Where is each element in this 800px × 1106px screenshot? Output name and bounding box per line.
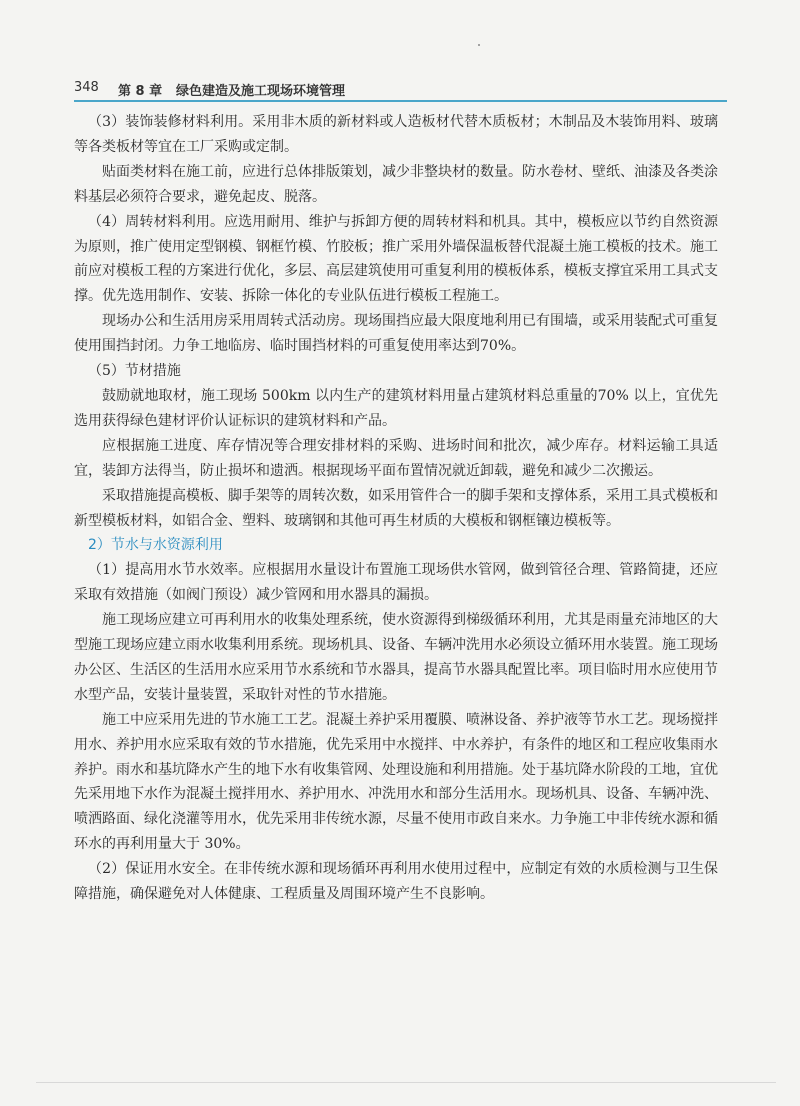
paragraph: （2）保证用水安全。在非传统水源和现场循环再利用水使用过程中，应制定有效的水质检测与卫生保障措施，确保避免对人体健康、工程质量及周围环境产生不良影响。	[74, 861, 718, 903]
running-header	[74, 78, 734, 100]
page-number: 348	[74, 80, 99, 95]
paragraph: 现场办公和生活用房采用周转式活动房。现场围挡应最大限度地利用已有围墙，或采用装配式可重复使用围挡封闭。力争工地临房、临时围挡材料的可重复使用率达到70%。	[74, 313, 718, 355]
paragraph: 贴面类材料在施工前，应进行总体排版策划，减少非整块材的数量。防水卷材、壁纸、油漆及各类涂料基层必须符合要求，避免起皮、脱落。	[74, 163, 718, 205]
chapter-label: 第 8 章	[118, 84, 163, 99]
scan-speck	[478, 44, 480, 46]
header-rule	[74, 100, 727, 102]
body-text	[74, 110, 718, 907]
paragraph: 应根据施工进度、库存情况等合理安排材料的采购、进场时间和批次，减少库存。材料运输工具适宜，装卸方法得当，防止损坏和遗洒。根据现场平面布置情况就近卸载，避免和减少二次搬运。	[74, 437, 718, 479]
paragraph: （1）提高用水节水效率。应根据用水量设计布置施工现场供水管网，做到管径合理、管路简捷，还应采取有效措施（如阀门预设）减少管网和用水器具的漏损。	[74, 562, 718, 604]
chapter-title: 绿色建造及施工现场环境管理	[176, 84, 346, 99]
paragraph: 施工中应采用先进的节水施工工艺。混凝土养护采用覆膜、喷淋设备、养护液等节水工艺。现场搅拌用水、养护用水应采取有效的节水措施，优先采用中水搅拌、中水养护，有条件的地区和工程应收集雨水养护。雨水和基坑降水产生的地下水有收集管网、处理设施和利用措施。处于基坑降水阶段的工地，宜优先采用地下水作为混凝土搅拌用水、养护用水、冲洗用水和部分生活用水。现场机具、设备、车辆冲洗、喷洒路面、绿化浇灌等用水，优先采用非传统水源，尽量不使用市政自来水。力争施工中非传统水源和循环水的再利用量大于 30%。	[74, 711, 718, 853]
paragraph: （3）装饰装修材料利用。采用非木质的新材料或人造板材代替木质板材；木制品及木装饰用料、玻璃等各类板材等宜在工厂采购或定制。	[74, 114, 718, 155]
paragraph: 鼓励就地取材，施工现场 500km 以内生产的建筑材料用量占建筑材料总重量的70% 以上，宜优先选用获得绿色建材评价认证标识的建筑材料和产品。	[74, 387, 718, 429]
paragraph: 施工现场应建立可再利用水的收集处理系统，使水资源得到梯级循环利用，尤其是雨量充沛地区的大型施工现场应建立雨水收集利用系统。现场机具、设备、车辆冲洗用水必须设立循环用水装置。施工现场办公区、生活区的生活用水应采用节水系统和节水器具，提高节水器具配置比率。项目临时用水应使用节水型产品，安装计量装置，采取针对性的节水措施。	[74, 612, 718, 703]
bottom-rule	[36, 1082, 776, 1083]
section-heading: 2）节水与水资源利用	[88, 537, 223, 554]
paragraph: 采取措施提高模板、脚手架等的周转次数，如采用管件合一的脚手架和支撑体系，采用工具式模板和新型模板材料，如铝合金、塑料、玻璃钢和其他可再生材质的大模板和钢框镶边模板等。	[74, 487, 718, 529]
paragraph: （5）节材措施	[88, 363, 181, 380]
paragraph: （4）周转材料利用。应选用耐用、维护与拆卸方便的周转材料和机具。其中，模板应以节约自然资源为原则，推广使用定型钢模、钢框竹模、竹胶板；推广采用外墙保温板替代混凝土施工模板的技术。施工前应对模板工程的方案进行优化，多层、高层建筑使用可重复利用的模板体系，模板支撑宜采用工具式支撑。优先选用制作、安装、拆除一体化的专业队伍进行模板工程施工。	[74, 213, 718, 305]
